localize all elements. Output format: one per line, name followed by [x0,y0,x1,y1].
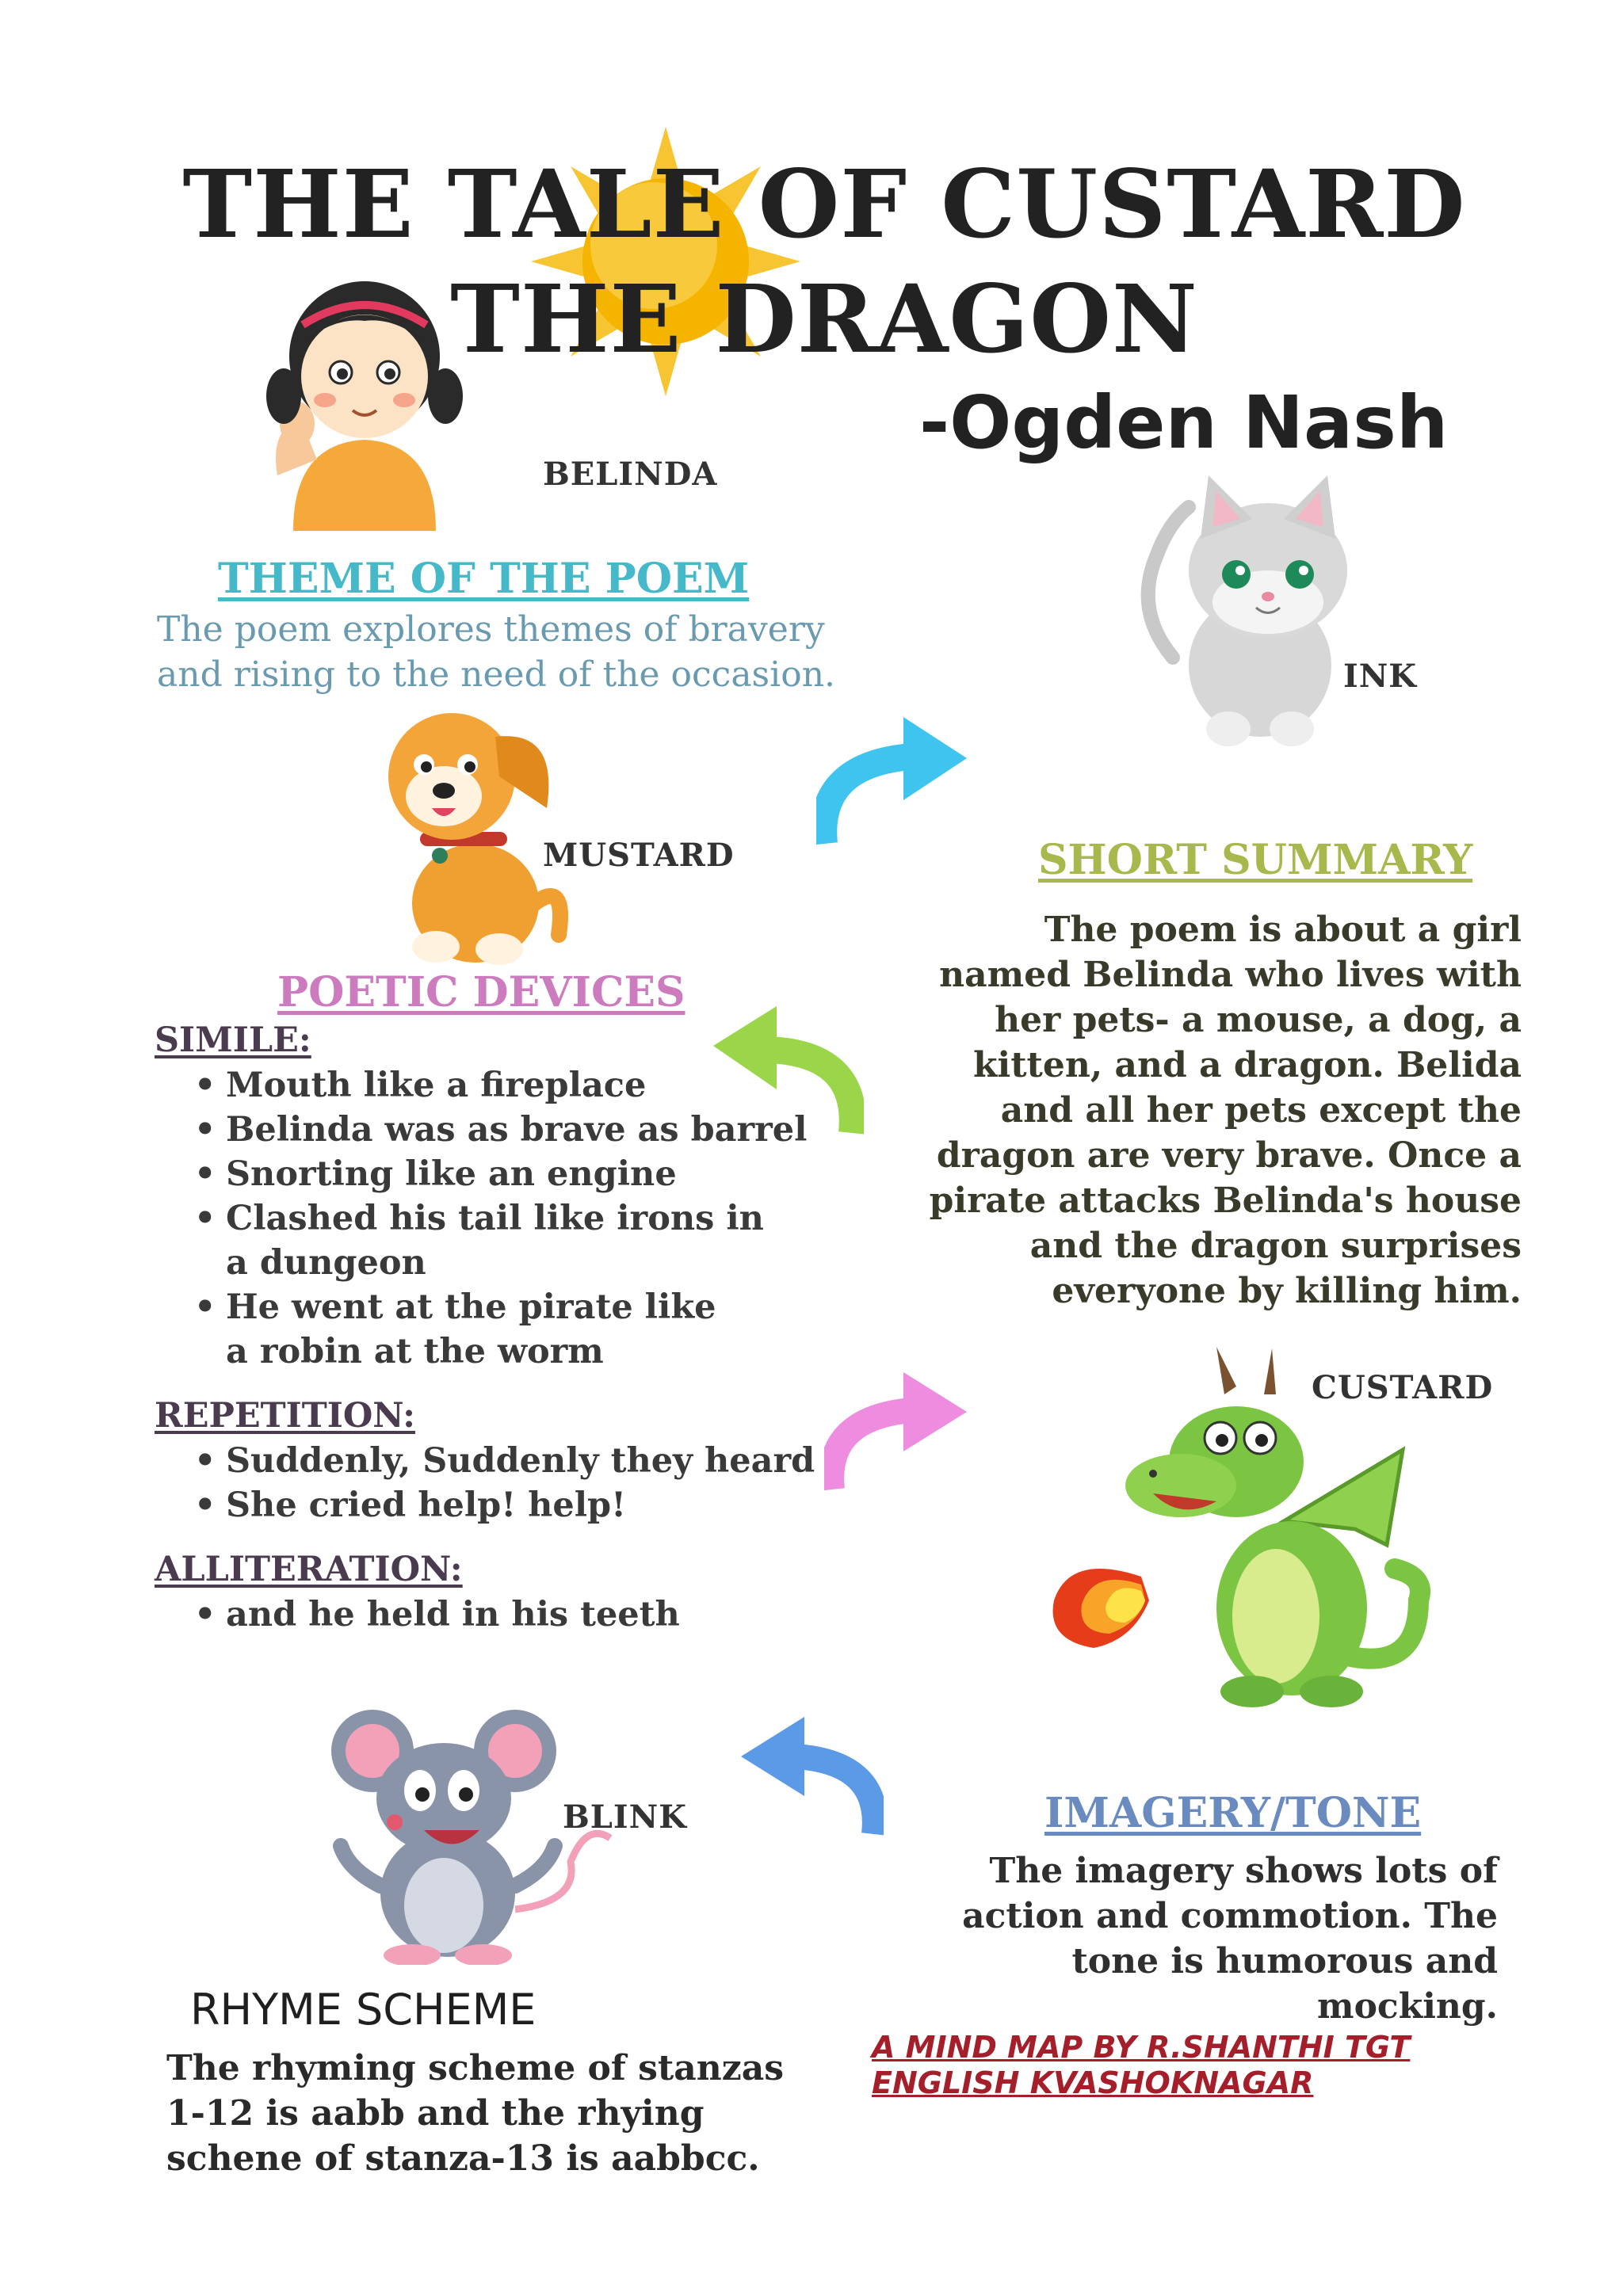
list-item: • and he held in his teeth [155,1592,836,1637]
simile-list [155,1063,836,1374]
imagery-text: The imagery shows lots of action and commotion. The tone is humorous and mocking. [962,1851,1498,2027]
rhyme-heading: RHYME SCHEME [190,1985,537,2035]
label-belinda: BELINDA [543,456,718,493]
label-mustard: MUSTARD [543,837,735,874]
arrow-left-blue-icon [733,1707,884,1842]
rhyme-text: The rhyming scheme of stanzas 1-12 is aabb and the rhying schene of stanza-13 is aabbcc. [166,2048,785,2179]
list-item: • Belinda was as brave as barrel [155,1108,836,1152]
list-item: • She cried help! help! [155,1483,836,1527]
ink-kitten-icon [1125,452,1363,753]
alliteration-list [155,1592,836,1637]
list-item: • He went at the pirate like a robin at the worm [155,1285,749,1374]
label-blink: BLINK [563,1798,687,1836]
mustard-dog-icon [365,697,571,967]
theme-text: The poem explores themes of bravery and rising to the need of the occasion. [157,609,836,695]
credit-text [872,2030,1426,2101]
summary-text: The poem is about a girl named Belinda who lives with her pets- a mouse, a dog, a kitten, and a dragon. Belida and all her pets except the dragon are very brave. Once a pirate attacks Belinda's house and the dragon surprises everyone by killing him. [929,910,1522,1311]
credit-line-1: A MIND MAP BY R.SHANTHI TGT [872,2030,1411,2065]
alliteration-heading: ALLITERATION: [155,1550,463,1589]
poetic-devices-heading: POETIC DEVICES [277,968,685,1016]
credit-line-2: ENGLISH KVASHOKNAGAR [872,2065,1314,2100]
label-ink: INK [1343,658,1418,695]
label-custard: CUSTARD [1312,1369,1494,1406]
summary-heading: SHORT SUMMARY [1038,836,1473,884]
author-name: -Ogden Nash [919,380,1449,465]
theme-heading: THEME OF THE POEM [218,555,750,603]
list-item: • Clashed his tail like irons in a dungeon [155,1196,796,1285]
list-item: • Snorting like an engine [155,1152,836,1196]
repetition-list [155,1439,836,1527]
arrow-right-pink-icon [824,1363,975,1497]
arrow-right-cyan-icon [816,709,975,852]
list-item: • Suddenly, Suddenly they heard [155,1439,836,1483]
repetition-heading: REPETITION: [155,1396,415,1436]
imagery-heading: IMAGERY/TONE [1044,1789,1422,1837]
simile-heading: SIMILE: [155,1020,311,1060]
poster-title: THE TALE OF CUSTARD THE DRAGON [182,149,1466,374]
list-item: • Mouth like a fireplace [155,1063,836,1108]
